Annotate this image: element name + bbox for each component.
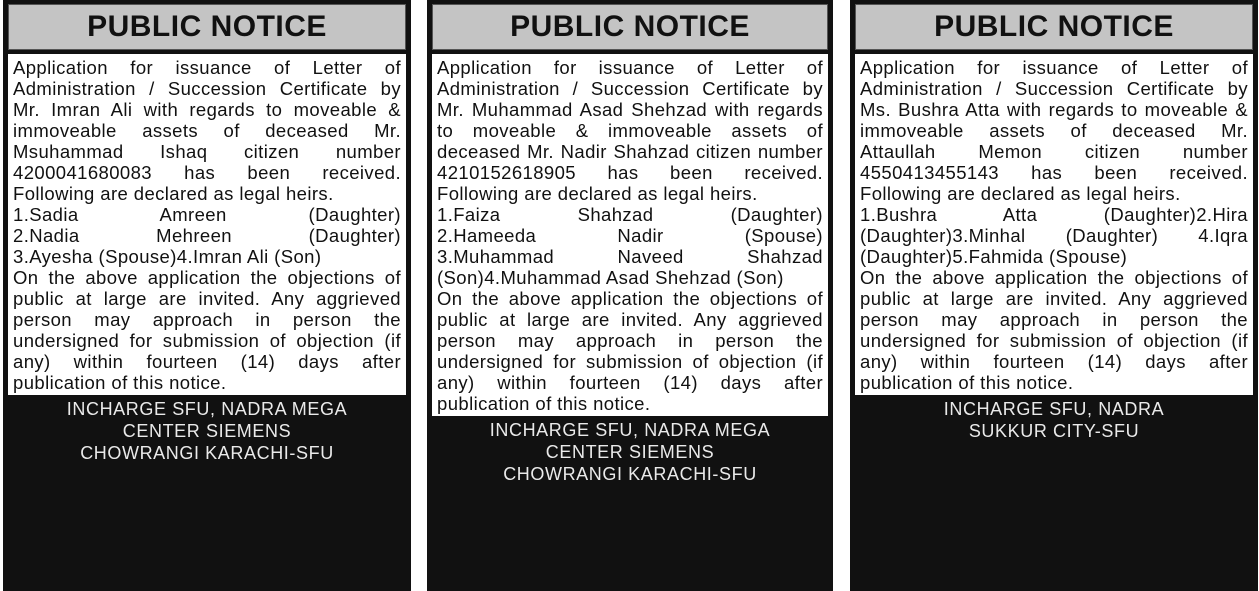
footer-line: SUKKUR CITY-SFU bbox=[968, 421, 1140, 441]
public-notice-3 bbox=[850, 0, 1258, 591]
heir-line: 1.Bushra Atta (Daughter)2.Hira (Daughter)3.Minhal (Daughter) 4.Iqra (Daughter)5.Fahmida (Spouse) bbox=[860, 204, 1248, 267]
heir-line: 1.Sadia Amreen (Daughter) bbox=[13, 204, 401, 225]
notice-title: PUBLIC NOTICE bbox=[8, 4, 406, 50]
notice-footer bbox=[8, 395, 406, 464]
heir-line: 3.Muhammad Naveed Shahzad (Son)4.Muhammad Asad Shehzad (Son) bbox=[437, 246, 823, 288]
footer-line: INCHARGE SFU, NADRA MEGA bbox=[66, 399, 348, 419]
heir-line: 1.Faiza Shahzad (Daughter) bbox=[437, 204, 823, 225]
heir-line: 2.Hameeda Nadir (Spouse) bbox=[437, 225, 823, 246]
application-text: Application for issuance of Letter of Administration / Succession Certificate by Mr. Muhammad Asad Shehzad with regards to moveable & immoveable assets of deceased Mr. Nadir Shahzad citizen number 4210152618905 has been received. Following are declared as legal heirs. bbox=[437, 57, 823, 204]
footer-line: CHOWRANGI KARACHI-SFU bbox=[503, 464, 757, 484]
heir-line: 3.Ayesha (Spouse)4.Imran Ali (Son) bbox=[13, 246, 322, 267]
public-notice-2 bbox=[427, 0, 833, 591]
application-text: Application for issuance of Letter of Administration / Succession Certificate by Mr. Imran Ali with regards to moveable & immoveable assets of deceased Mr. Msuhammad Ishaq citizen number 4200041680083 has been received. Following are declared as legal heirs. bbox=[13, 57, 401, 204]
objection-text: On the above application the objections of public at large are invited. Any aggrieved person may approach in person the undersigned for submission of objection (if any) within fourteen (14) days after publication of this notice. bbox=[860, 267, 1248, 393]
notice-title: PUBLIC NOTICE bbox=[432, 4, 828, 50]
notice-body bbox=[8, 54, 406, 395]
footer-line: CENTER SIEMENS bbox=[545, 442, 715, 462]
objection-text: On the above application the objections of public at large are invited. Any aggrieved person may approach in person the undersigned for submission of objection (if any) within fourteen (14) days after publication of this notice. bbox=[13, 267, 401, 393]
footer-line: CENTER SIEMENS bbox=[122, 421, 292, 441]
application-text: Application for issuance of Letter of Administration / Succession Certificate by Ms. Bushra Atta with regards to moveable & immoveable assets of deceased Mr. Attaullah Memon citizen number 4550413455143 has been received. Following are declared as legal heirs. bbox=[860, 57, 1248, 204]
notice-footer bbox=[855, 395, 1253, 442]
heir-line: 2.Nadia Mehreen (Daughter) bbox=[13, 225, 401, 246]
footer-line: INCHARGE SFU, NADRA MEGA bbox=[489, 420, 771, 440]
notice-body bbox=[432, 54, 828, 416]
public-notice-1 bbox=[3, 0, 411, 591]
footer-line: CHOWRANGI KARACHI-SFU bbox=[80, 443, 334, 463]
notice-title: PUBLIC NOTICE bbox=[855, 4, 1253, 50]
notice-body bbox=[855, 54, 1253, 395]
objection-text: On the above application the objections of public at large are invited. Any aggrieved person may approach in person the undersigned for submission of objection (if any) within fourteen (14) days after publication of this notice. bbox=[437, 288, 823, 414]
notice-footer bbox=[432, 416, 828, 485]
footer-line: INCHARGE SFU, NADRA bbox=[943, 399, 1165, 419]
